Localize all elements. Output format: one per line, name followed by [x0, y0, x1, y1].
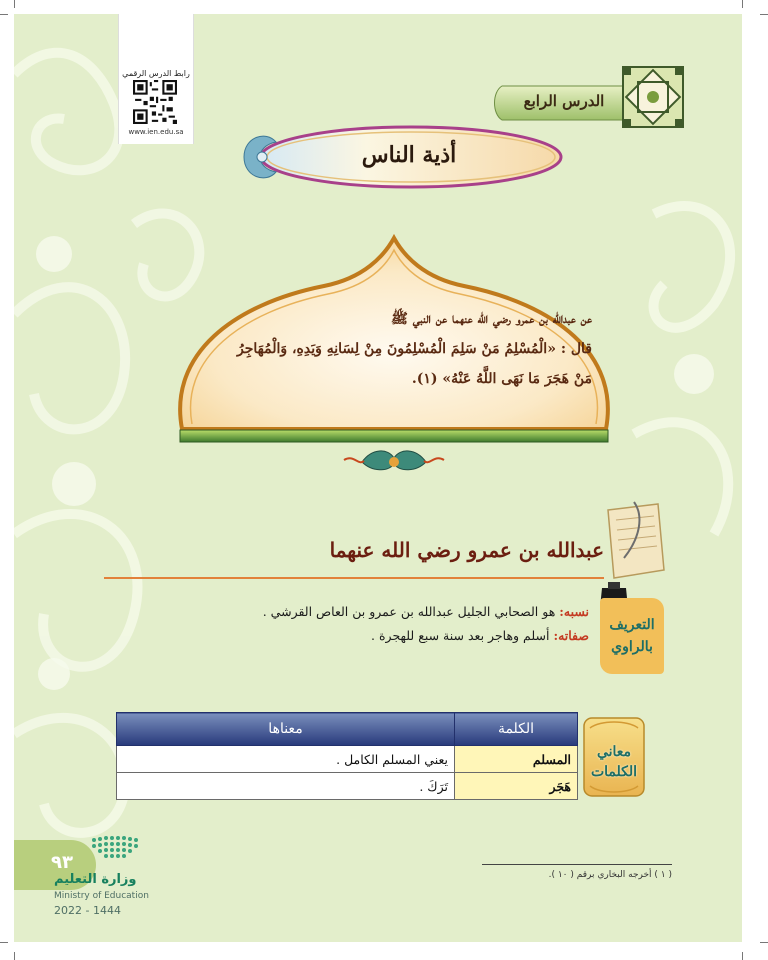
crop-mark	[742, 0, 743, 8]
header-meaning: معناها	[117, 713, 455, 746]
meaning-cell: يعني المسلم الكامل .	[117, 746, 455, 773]
narrator-divider	[104, 577, 604, 579]
page-number: ٩٣	[51, 852, 73, 873]
crop-mark	[742, 952, 743, 960]
qr-label: رابط الدرس الرقمي	[122, 69, 190, 78]
crop-mark	[0, 14, 8, 15]
qualities-line	[164, 624, 589, 648]
qualities-key: صفاته:	[553, 628, 589, 643]
badge-line-1: معاني	[596, 744, 632, 760]
word-meanings-badge-text	[580, 742, 648, 782]
footnote-divider	[482, 864, 672, 865]
crop-mark	[0, 942, 8, 943]
hadith-line-3: مَنْ هَجَرَ مَا نَهَى اللَّهُ عَنْهُ» (١).	[411, 371, 592, 387]
qr-card	[118, 14, 194, 144]
narrator-name: عبدالله بن عمرو رضي الله عنهما	[329, 538, 604, 562]
ministry-name-english: Ministry of Education	[54, 891, 149, 901]
side-label-line-2: بالراوي	[611, 639, 653, 655]
lesson-number-label: الدرس الرابع	[523, 92, 605, 110]
badge-line-2: الكلمات	[590, 764, 638, 780]
table-header-row	[117, 713, 578, 746]
geometric-star-ornament-icon	[620, 64, 686, 130]
qualities-text: أسلم وهاجر بعد سنة سبع للهجرة .	[371, 628, 550, 643]
narrator-details	[164, 600, 589, 648]
side-label-line-1: التعريف	[609, 617, 655, 633]
footnote: ( ١ ) أخرجه البخاري برقم ( ١٠ ).	[548, 870, 672, 880]
lesson-title: أذية الناس	[361, 142, 457, 168]
hadith-line-2: قال : «الْمُسْلِمُ مَنْ سَلِمَ الْمُسْلِمُونَ مِنْ لِسَانِهِ وَيَدِهِ، وَالْمُهَاجِرُ	[237, 341, 592, 357]
header-word: الكلمة	[455, 713, 578, 746]
lineage-key: نسبه:	[559, 604, 589, 619]
crop-mark	[14, 0, 15, 8]
qr-url: www.ien.edu.sa	[128, 128, 184, 136]
ministry-name-arabic: وزارة التعليم	[54, 872, 137, 887]
narrator-side-label	[600, 598, 664, 674]
qr-code-icon[interactable]	[133, 80, 177, 124]
word-cell: المسلم	[455, 746, 578, 773]
crop-mark	[760, 14, 768, 15]
hadith-line-1: عن عبدالله بن عمرو رضي الله عنهما عن النبي ﷺ	[391, 311, 592, 327]
lineage-text: هو الصحابي الجليل عبدالله بن عمرو بن العاص القرشي .	[262, 604, 556, 619]
edition-year: 2022 - 1444	[54, 904, 121, 917]
hadith-text	[192, 304, 592, 394]
crop-mark	[760, 942, 768, 943]
textbook-page	[14, 14, 742, 942]
crop-mark	[14, 952, 15, 960]
table-row	[117, 773, 578, 800]
table-row	[117, 746, 578, 773]
word-meanings-table	[116, 712, 578, 800]
meaning-cell: تَرَكَ .	[117, 773, 455, 800]
lineage-line	[164, 600, 589, 624]
word-cell: هَجَر	[455, 773, 578, 800]
